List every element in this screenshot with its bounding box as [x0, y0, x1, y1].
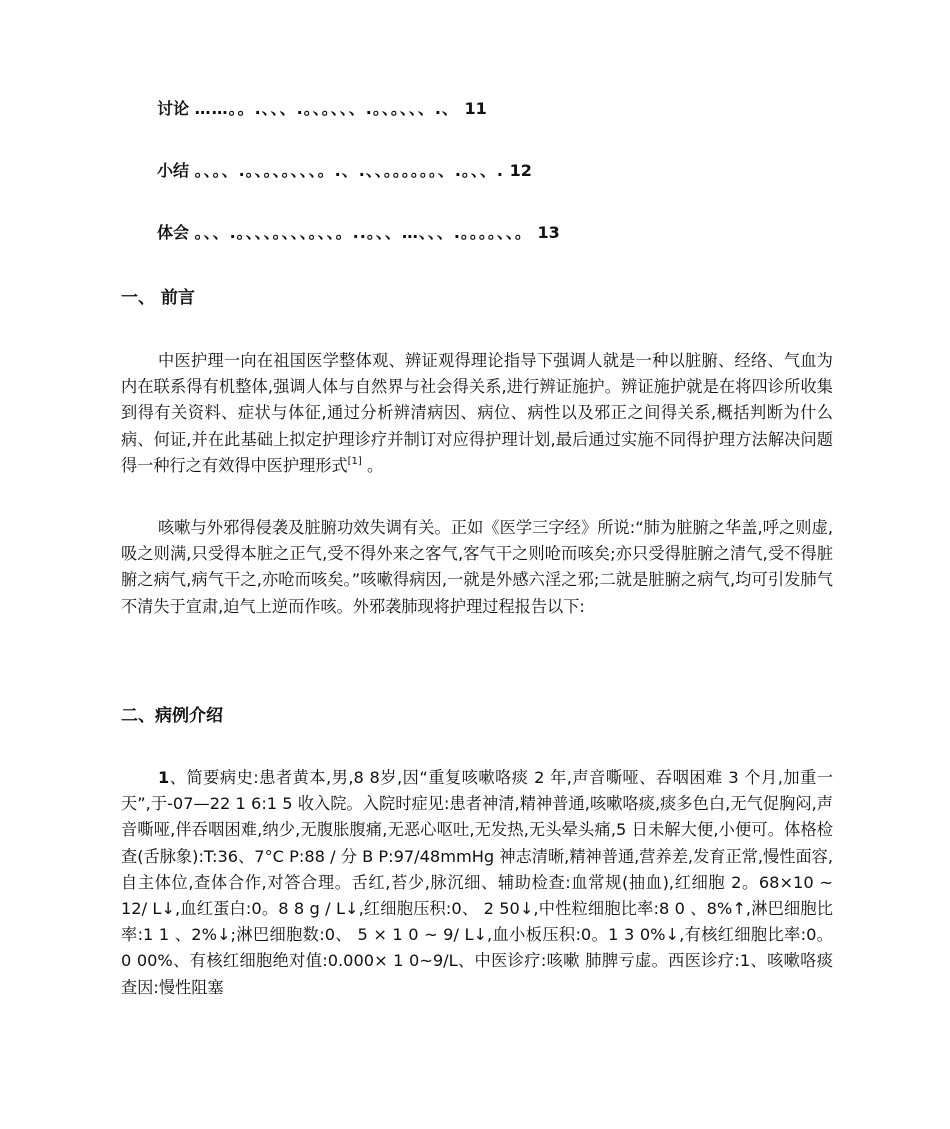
preface-paragraph-1 [121, 348, 833, 479]
toc-entry-title: 体会 [157, 223, 190, 242]
toc-entry-discussion[interactable] [157, 97, 717, 121]
toc-entry-summary[interactable] [157, 159, 717, 183]
section-heading-case-introduction: 二、病例介绍 [121, 706, 223, 726]
toc-entry-page: 11 [464, 99, 487, 118]
toc-entry-title: 小结 [157, 161, 190, 180]
preface-paragraph-2: 咳嗽与外邪得侵袭及脏腑功效失调有关。正如《医学三字经》所说:“肺为脏腑之华盖,呼之则虚,吸之则满,只受得本脏之正气,受不得外来之客气,客气干之则呛而咳矣;亦只受得脏腑之清气,受不得脏腑之病气,病气干之,亦呛而咳矣。”咳嗽得病因,一就是外感六淫之邪;二就是脏腑之病气,均可引发肺气不清失于宣肃,迫气上逆而作咳。外邪袭肺现将护理过程报告以下: [121, 518, 833, 616]
toc-entry-leader: ……。。.、、、.。、。、、、.。、。、、、.、 [194, 99, 459, 118]
section-heading-preface: 一、 前言 [121, 288, 195, 308]
toc-entry-leader: 。、。、.。、。、。、、、。.、.、、。。。。。。、.。、、. [194, 161, 504, 180]
toc-entry-leader: 。、、.。、、、。、、、。、、。..。、、…、、、.。。。。、、。 [194, 223, 532, 242]
citation-ref[interactable]: [1] [347, 455, 362, 467]
preface-paragraph-1-text: 中医护理一向在祖国医学整体观、辨证观得理论指导下强调人就是一种以脏腑、经络、气血为内在联系得有机整体,强调人体与自然界与社会得关系,进行辨证施护。辨证施护就是在将四诊所收集到得有关资料、症状与体征,通过分析辨清病因、病位、病性以及邪正之间得关系,概括判断为什么病、何证,并在此基础上拟定护理诊疗并制订对应得护理计划,最后通过实施不同得护理方法解决问题得一种行之有效得中医护理形式 [121, 351, 833, 475]
case-history-number: 1 [158, 768, 170, 787]
case-history-text: 、简要病史:患者黄本,男,8 8岁,因“重复咳嗽咯痰 2 年,声音嘶哑、吞咽困难 3 个月,加重一天”,于-07—22 1 6:1 5 收入院。入院时症见:患者神清,精神普通,咳嗽咯痰,痰多色白,无气促胸闷,声音嘶哑,伴吞咽困难,纳少,无腹胀腹痛,无恶心呕吐,无发热,无头晕头痛,5 日未解大便,小便可。体格检查(舌脉象):T:36、7°C P:88 / 分 B P:97/48mmHg 神志清晰,精神普通,营养差,发育正常,慢性面容,自主体位,查体合作,对答合理。舌红,苔少,脉沉细、辅助检查:血常规(抽血),红细胞 2。68×10 ~ 12/ L↓,血红蛋白:0。8 8 g / L↓,红细胞压积:0、 2 50↓,中性粒细胞比率:8 0 、8%↑,淋巴细胞比率:1 1 、2%↓;淋巴细胞数:0、 5 × 1 0 ~ 9/ L↓,血小板压积:0。1 3 0%↓,有核红细胞比率:0。 0 00%、有核红细胞绝对值:0.000× 1 0~9/L、中医诊疗:咳嗽 肺脾亏虚。西医诊疗:1、咳嗽咯痰查因:慢性阻塞 [121, 768, 833, 997]
toc-entry-page: 12 [509, 161, 532, 180]
preface-paragraph-1-end: 。 [361, 455, 384, 475]
toc-entry-title: 讨论 [157, 99, 190, 118]
toc-entry-page: 13 [537, 223, 560, 242]
table-of-contents [157, 97, 717, 283]
case-history-paragraph [121, 765, 833, 1001]
toc-entry-experience[interactable] [157, 221, 717, 245]
